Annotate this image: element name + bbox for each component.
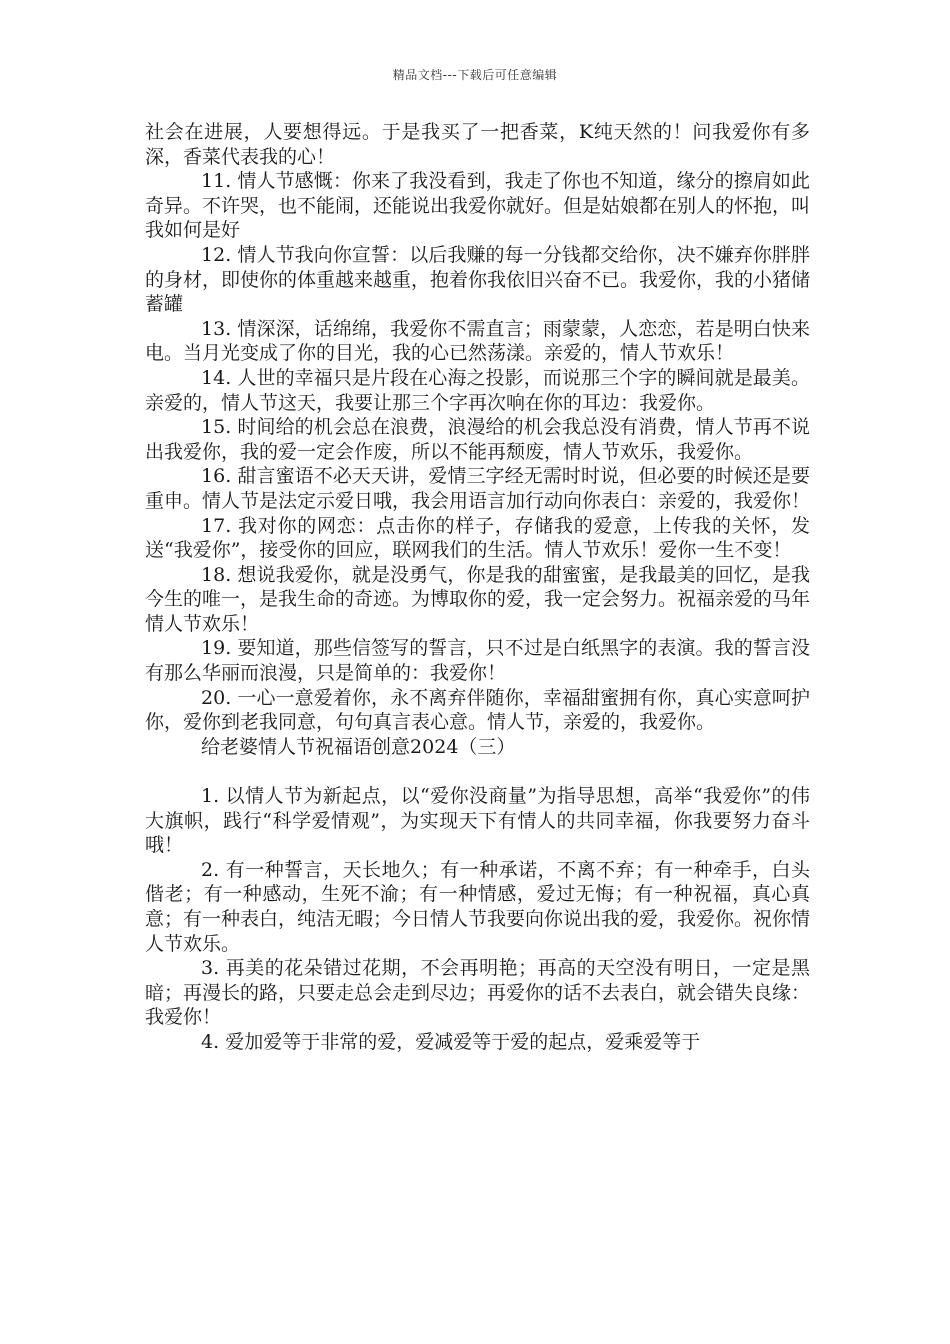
list-item: 4. 爱加爱等于非常的爱，爱减爱等于爱的起点，爱乘爱等于: [201, 1030, 701, 1053]
list-item: 11. 情人节感慨：你来了我没看到，我走了你也不知道，缘分的擦肩如此奇异。不许哭，也不能闹，还能说出我爱你就好。但是姑娘都在别人的怀抱，叫我如何是好: [145, 170, 811, 242]
list-item: 14. 人世的幸福只是片段在心海之投影，而说那三个字的瞬间就是最美。亲爱的，情人节这天，我要让那三个字再次响在你的耳边：我爱你。: [145, 366, 810, 414]
list-item: 1. 以情人节为新起点，以“爱你没商量”为指导思想，高举“我爱你”的伟大旗帜，践行“科学爱情观”，为实现天下有情人的共同幸福，你我要努力奋斗哦！: [145, 785, 810, 857]
list-item: 20. 一心一意爱着你，永不离弃伴随你，幸福甜蜜拥有你，真心实意呵护你，爱你到老我同意，句句真言表心意。情人节，亲爱的，我爱你。: [145, 686, 810, 734]
list-item: 16. 甜言蜜语不必天天讲，爱情三字经无需时时说，但必要的时候还是要重申。情人节是法定示爱日哦，我会用语言加行动向你表白：亲爱的，我爱你！: [145, 465, 811, 512]
blank-line: [145, 759, 810, 784]
document-body: [145, 120, 810, 1055]
list-item: 3. 再美的花朵错过花期，不会再明艳；再高的天空没有明日，一定是黑暗；再漫长的路，只要走总会走到尽边；再爱你的话不去表白，就会错失良缘：我爱你！: [145, 957, 811, 1029]
intro-paragraph: 社会在进展，人要想得远。于是我买了一把香菜，K纯天然的！问我爱你有多深，香菜代表我的心！: [145, 121, 810, 168]
section-title: 给老婆情人节祝福语创意2024（三）: [201, 735, 516, 758]
list-item: 12. 情人节我向你宣誓：以后我赚的每一分钱都交给你，决不嫌弃你胖胖的身材，即使你的体重越来越重，抱着你我依旧兴奋不已。我爱你，我的小猪储蓄罐: [145, 243, 811, 316]
list-item: 19. 要知道，那些信签写的誓言，只不过是白纸黑字的表演。我的誓言没有那么华丽而浪漫，只是简单的：我爱你！: [145, 637, 810, 685]
list-item: 18. 想说我爱你，就是没勇气，你是我的甜蜜蜜，是我最美的回忆，是我今生的唯一，是我生命的奇迹。为博取你的爱，我一定会努力。祝福亲爱的马年情人节欢乐！: [145, 563, 811, 635]
list-item: 2. 有一种誓言，天长地久；有一种承诺，不离不弃；有一种牵手，白头偕老；有一种感动，生死不渝；有一种情感，爱过无悔；有一种祝福，真心真意；有一种表白，纯洁无暇；今日情人节我要向你说出我的爱，我爱你。祝你情人节欢乐。: [145, 858, 811, 955]
list-item: 15. 时间给的机会总在浪费，浪漫给的机会我总没有消费，情人节再不说出我爱你，我的爱一定会作废，所以不能再颓废，情人节欢乐，我爱你。: [145, 416, 810, 463]
list-item: 17. 我对你的网恋：点击你的样子，存储我的爱意，上传我的关怀，发送“我爱你”，接受你的回应，联网我们的生活。情人节欢乐！爱你一生不变！: [145, 514, 810, 562]
list-item: 13. 情深深，话绵绵，我爱你不需直言；雨蒙蒙，人恋恋，若是明白快来电。当月光变成了你的目光，我的心已然荡漾。亲爱的，情人节欢乐！: [145, 317, 810, 365]
page-header: 精品文档---下载后可任意编辑: [392, 68, 558, 82]
